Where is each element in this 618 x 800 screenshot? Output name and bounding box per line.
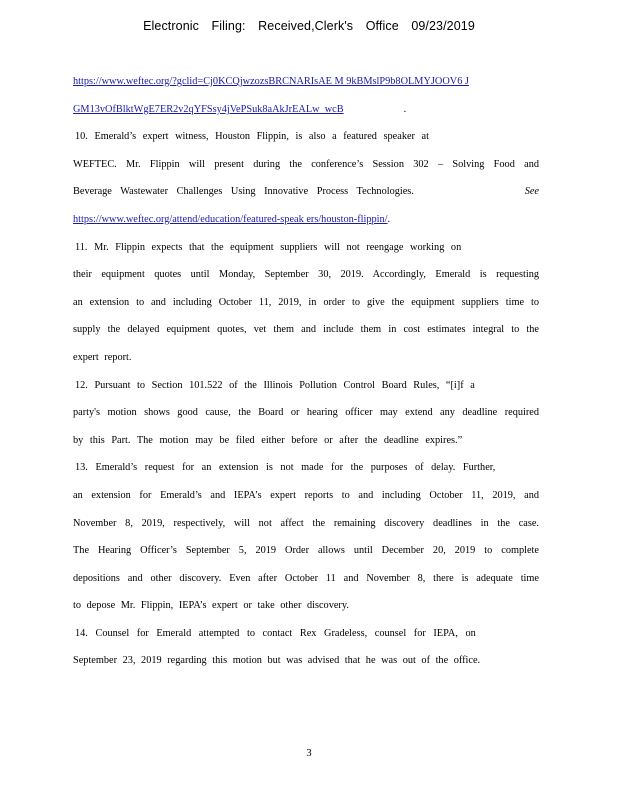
weftec-home-link-continued[interactable]: GM13vOfBlktWgE7ER2v2qYFSsy4jVePSuk8aAkJrEALw_wcB (73, 103, 344, 115)
paragraph-13-line-6: to depose Mr. Flippin, IEPA’s expert or take other discovery. (73, 600, 349, 612)
paragraph-10-line-1: 10. Emerald’s expert witness, Houston Flippin, is also a featured speaker at (75, 131, 429, 143)
url-line-2[interactable] (73, 96, 539, 124)
paragraph-13-line-2: an extension for Emerald’s and IEPA’s expert reports to and including October 11, 2019, and (73, 489, 539, 501)
paragraph-10-line-3 (73, 178, 539, 206)
paragraph-11-line-3: an extension to and including October 11, 2019, in order to give the equipment suppliers time to (73, 296, 539, 308)
url-line-1[interactable] (73, 68, 539, 96)
paragraph-14-line-1: 14. Counsel for Emerald attempted to contact Rex Gradeless, counsel for IEPA, on (75, 627, 476, 639)
flippin-speaker-link[interactable]: https://www.weftec.org/attend/education/featured-speak ers/houston-flippin/ (73, 213, 388, 225)
paragraph-13-line-3: November 8, 2019, respectively, will not affect the remaining discovery deadlines in the case. (73, 517, 539, 529)
paragraph-14-line-2: September 23, 2019 regarding this motion but was advised that he was out of the office. (73, 655, 481, 667)
paragraph-11-line-1: 11. Mr. Flippin expects that the equipment suppliers will not reengage working on (75, 241, 462, 253)
page-number: 3 (306, 748, 312, 759)
paragraph-13-line-4: The Hearing Officer’s September 5, 2019 Order allows until December 20, 2019 to complete (73, 545, 539, 557)
paragraph-10-line-2: WEFTEC. Mr. Flippin will present during the conference’s Session 302 – Solving Food and (73, 158, 539, 170)
paragraph-10-line-3-text: Beverage Wastewater Challenges Using Innovative Process Technologies. (73, 186, 414, 198)
paragraph-13-line-5: depositions and other discovery. Even after October 11 and November 8, there is adequate time (73, 572, 539, 584)
paragraph-13-line-1: 13. Emerald’s request for an extension is not made for the purposes of delay. Further, (75, 462, 496, 474)
paragraph-11-line-4: supply the delayed equipment quotes, vet them and include them in cost estimates integral to the (73, 324, 539, 336)
document-body (73, 68, 539, 675)
paragraph-12-line-1: 12. Pursuant to Section 101.522 of the Illinois Pollution Control Board Rules, “[i]f a (75, 379, 475, 391)
url-line-3[interactable] (73, 206, 539, 234)
weftec-home-link[interactable]: https://www.weftec.org/?gclid=Cj0KCQjwzozsBRCNARIsAE M 9kBMslP9b8OLMYJOOV6 J (73, 76, 469, 87)
paragraph-11-line-5: expert report. (73, 351, 132, 363)
url-period: . (403, 103, 407, 115)
paragraph-11-line-2: their equipment quotes until Monday, September 30, 2019. Accordingly, Emerald is requesting (73, 269, 539, 281)
paragraph-12-line-3: by this Part. The motion may be filed either before or after the deadline expires.” (73, 434, 463, 446)
see-signal: See (524, 186, 539, 198)
paragraph-12-line-2: party's motion shows good cause, the Board or hearing officer may extend any deadline required (73, 407, 539, 419)
url-period-2: . (387, 213, 391, 225)
filing-header: Electronic Filing: Received,Clerk's Office 09/23/2019 (143, 19, 475, 33)
